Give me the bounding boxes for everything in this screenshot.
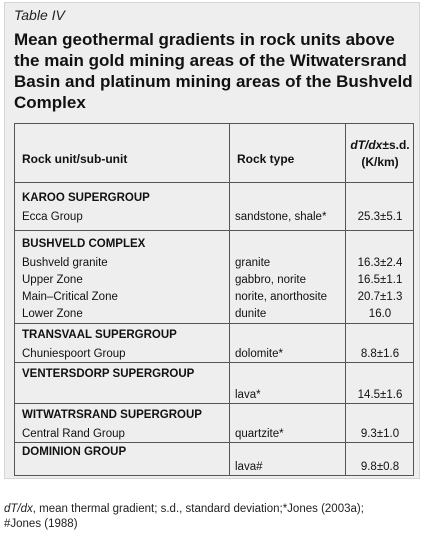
cell-value: 9.8±0.8 <box>360 461 400 473</box>
group-heading: WITWATRSRAND SUPERGROUP <box>22 409 202 421</box>
cell-unit: Ecca Group <box>22 211 83 223</box>
table-title: Mean geothermal gradients in rock units above the main gold mining areas of the Witwatersrand Basin and platinum mining areas of the Bushveld Complex <box>14 30 413 112</box>
group-rule <box>15 403 413 404</box>
header-gradient-units: (K/km) <box>361 155 399 169</box>
cell-type: sandstone, shale* <box>235 211 327 223</box>
footnote-text: , mean thermal gradient; s.d., standard deviation;*Jones (2003a); <box>32 503 364 515</box>
header-gradient-sd: ±s.d. <box>382 138 410 152</box>
group-rule <box>15 230 413 231</box>
group-heading: BUSHVELD COMPLEX <box>22 238 146 250</box>
cell-unit: Bushveld granite <box>22 257 108 269</box>
group-heading: DOMINION GROUP <box>22 446 127 458</box>
table-panel <box>4 2 420 479</box>
group-rule <box>15 442 413 443</box>
cell-unit: Central Rand Group <box>22 428 125 440</box>
header-gradient-symbol: dT/dx <box>350 138 383 152</box>
cell-value: 20.7±1.3 <box>357 291 403 303</box>
footnote-reference: #Jones (1988) <box>4 518 78 530</box>
cell-unit: Lower Zone <box>22 308 83 320</box>
cell-type: quartzite* <box>235 428 284 440</box>
cell-value: 16.0 <box>368 308 392 320</box>
table-footnote <box>4 502 424 532</box>
cell-type: dunite <box>235 308 267 320</box>
cell-type: gabbro, norite <box>235 274 306 286</box>
cell-value: 16.5±1.1 <box>357 274 403 286</box>
header-gradient <box>347 137 413 171</box>
footnote-symbol: dT/dx <box>4 503 33 515</box>
data-table <box>14 123 414 476</box>
group-heading: KAROO SUPERGROUP <box>22 192 150 204</box>
group-rule <box>15 323 413 324</box>
group-heading: VENTERSDORP SUPERGROUP <box>22 368 195 380</box>
cell-type: lava* <box>235 389 261 401</box>
cell-type: granite <box>235 257 271 269</box>
header-rock-unit: Rock unit/sub-unit <box>22 152 128 166</box>
cell-unit: Upper Zone <box>22 274 83 286</box>
group-rule <box>15 362 413 363</box>
cell-value: 25.3±5.1 <box>357 211 403 223</box>
cell-value: 16.3±2.4 <box>357 257 403 269</box>
cell-type: lava# <box>235 461 263 473</box>
cell-type: norite, anorthosite <box>235 291 328 303</box>
cell-unit: Main–Critical Zone <box>22 291 118 303</box>
cell-type: dolomite* <box>235 348 283 360</box>
cell-value: 9.3±1.0 <box>360 428 400 440</box>
cell-value: 8.8±1.6 <box>360 348 400 360</box>
cell-value: 14.5±1.6 <box>357 389 403 401</box>
header-rule <box>15 182 413 183</box>
table-label: Table IV <box>14 7 65 23</box>
cell-unit: Chuniespoort Group <box>22 348 126 360</box>
column-divider <box>229 124 230 475</box>
header-rock-type: Rock type <box>237 152 295 166</box>
group-heading: TRANSVAAL SUPERGROUP <box>22 329 177 341</box>
